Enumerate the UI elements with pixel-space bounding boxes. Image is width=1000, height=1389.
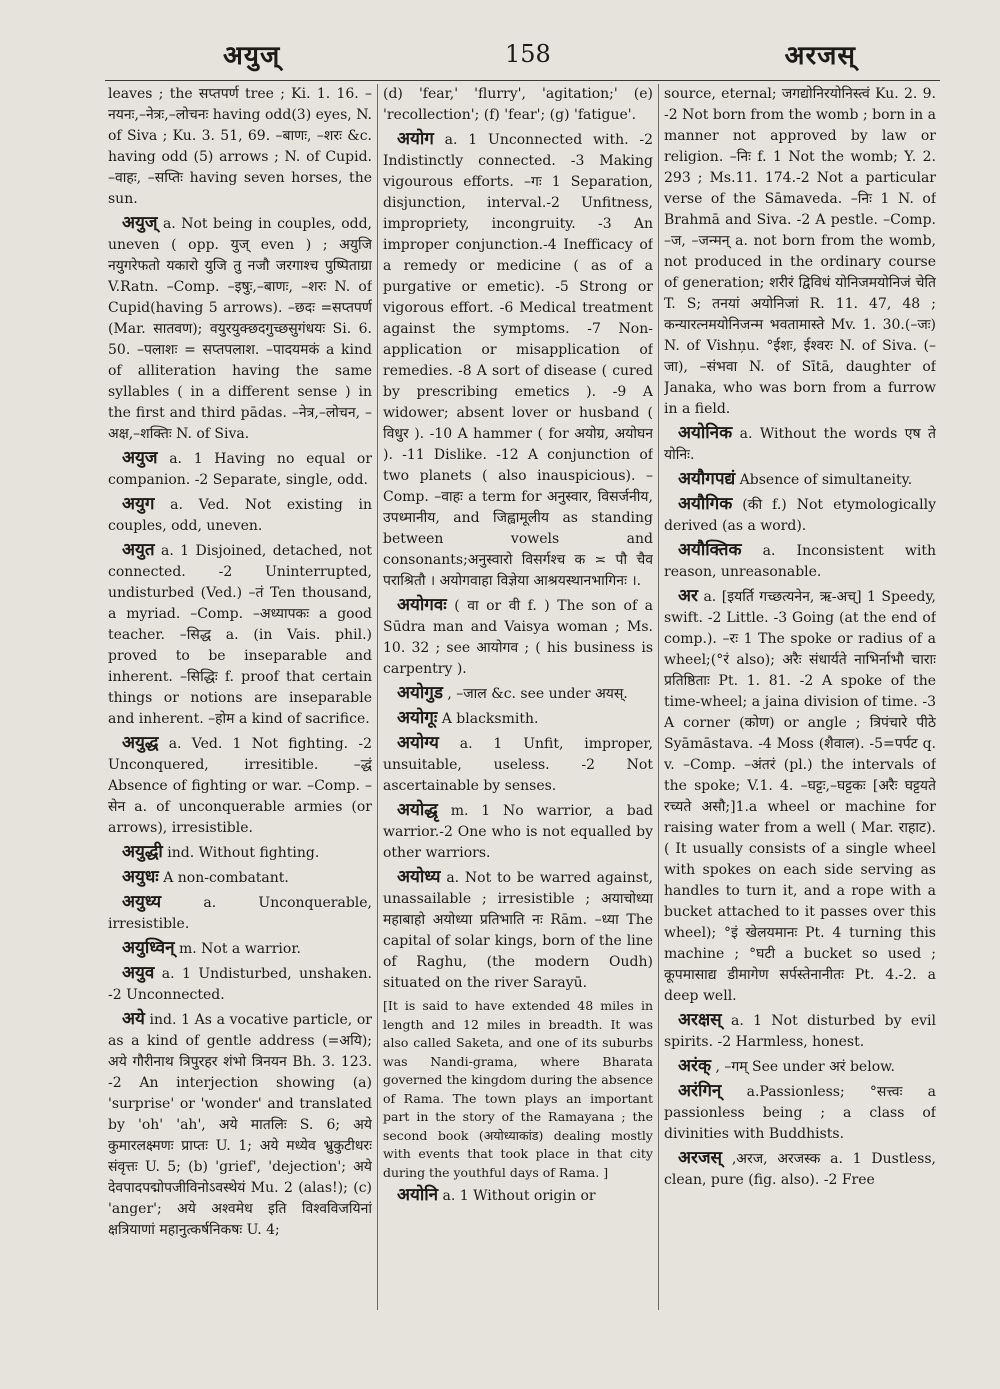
headword: अयोनिक — [678, 423, 733, 443]
dictionary-entry — [383, 867, 653, 994]
headword: अयुध्य — [122, 892, 162, 912]
dictionary-entry — [383, 733, 653, 797]
dictionary-entry — [108, 540, 372, 730]
headword: अयौगिक — [678, 494, 733, 514]
definition: ,अरज, अरजस्क a. 1 Dustless, clean, pure (fig. also). -2 Free — [664, 1151, 936, 1188]
dictionary-entry — [664, 1010, 936, 1053]
right-running-head: अरजस् — [784, 41, 856, 71]
headword: अरंक् — [678, 1056, 711, 1076]
dictionary-entry — [664, 494, 936, 537]
definition: m. 1 No warrior, a bad warrior.-2 One who is not equalled by other warriors. — [383, 803, 653, 861]
dictionary-entry — [664, 1148, 936, 1191]
dictionary-entry — [664, 469, 936, 491]
definition: ( वा or वी f. ) The son of a Sūdra man and Vaisya woman ; Ms. 10. 32 ; see आयोगव ; ( his business is carpentry ). — [383, 598, 653, 677]
dictionary-entry — [108, 867, 372, 889]
dictionary-entry — [108, 494, 372, 537]
definition: a. [इयर्ति गच्छत्यनेन, ऋ-अच्] 1 Speedy, swift. -2 Little. -3 Going (at the end of comp.). –रः 1 The spoke or radius of a wheel;(°रं also); अरैः संधार्यते नाभिर्नाभौ चाराः प्रतिष्ठिताः Pt. 1. 81. -2 A spoke of the time-wheel; a jaina division of time. -3 A corner (कोण) or angle ; त्रिपंचारे पीठे Syāmāstava. -4 Moss (शैवाल). -5=पर्पट q. v. –Comp. –अंतरं (pl.) the intervals of the spoke; V.1. 4. –घट्टः,–घट्टकः [अरैः घट्टयते रच्यते असौ;]1.a wheel or machine for raising water from a well ( Mar. राहाट). ( It usually consists of a single wheel with spokes on each side serving as handles to turn it, and a rope with a bucket attached to it passes over this wheel); °इं खेलयमानः Pt. 4 turning this machine ; °घटी a bucket so used ; कूपमासाद्य डीमागेण सर्पस्तेनानीतः Pt. 4.-2. a deep well. — [664, 589, 936, 1004]
headword: अयोगवः — [397, 595, 447, 615]
column-1 — [108, 84, 372, 1310]
headword: अयोनि — [397, 1185, 439, 1205]
definition: a. Inconsistent with reason, unreasonable. — [664, 543, 936, 580]
dictionary-entry — [664, 1081, 936, 1145]
headword: अयोद्धृ — [397, 800, 438, 820]
headword: अयोगूः — [397, 708, 438, 728]
headword: अयुज — [122, 448, 158, 468]
headword: अयुत — [122, 540, 155, 560]
dictionary-entry — [383, 800, 653, 864]
dictionary-entry — [108, 1009, 372, 1241]
column-2 — [383, 84, 653, 1310]
header-rule — [105, 80, 940, 81]
dictionary-entry — [108, 892, 372, 935]
headword: अयोग्य — [397, 733, 439, 753]
definition: a. 1 Not disturbed by evil spirits. -2 Harmless, honest. — [664, 1013, 936, 1050]
dictionary-entry — [108, 938, 372, 960]
definition: , –गम् See under अरं below. — [715, 1059, 895, 1075]
dictionary-entry — [108, 963, 372, 1006]
dictionary-entry — [383, 1185, 653, 1207]
definition: a. Not to be warred against, unassailable ; irresistible ; अयाचोध्या महाबाहो अयोध्या प्रतिभाति नः Rām. –ध्या The capital of solar kings, born of the line of Raghu, (the modern Oudh) situated on the river Sarayū. — [383, 870, 653, 991]
headword: अयौक्तिक — [678, 540, 742, 560]
headword: अयौगपद्यं — [678, 469, 736, 489]
column-3 — [664, 84, 936, 1310]
headword: अयुध्विन् — [122, 938, 175, 958]
page-header — [105, 30, 940, 84]
headword: अयोध्य — [397, 867, 441, 887]
headword: अयुद्धी — [122, 842, 163, 862]
headword: अयुग — [122, 494, 155, 514]
dictionary-entry — [664, 1056, 936, 1078]
definition: a. 1 Unconnected with. -2 Indistinctly connected. -3 Making vigourous efforts. –गः 1 Separation, disjunction, interval.-2 Unfitness, impropriety, incongruity. -3 An improper conjunction.-4 Inefficacy of a remedy or medicine ( as of a purgative or emetic). -5 Strong or vigorous effort. -6 Medical treatment against the symptoms. -7 Non-application or misapplication of remedies. -8 A sort of disease ( cured by prescribing emetics ). -9 A widower; absent lover or husband ( विधुर ). -10 A hammer ( for अयोग्र, अयोघन ). -11 Dislike. -12 A conjunction of two planets ( also inauspicious). –Comp. –वाहः a term for अनुस्वार, विसर्जनीय, उपध्मानीय, and जिह्वामूलीय as standing between vowels and consonants;अनुस्वारो विसर्गश्च क ≍ पौ चैव पराश्रितौ । अयोगवाहा विज्ञेया आश्रयस्थानभागिनः ।. — [383, 132, 653, 589]
definition: m. Not a warrior. — [178, 941, 301, 957]
dictionary-entry — [383, 683, 653, 705]
headword: अयुधः — [122, 867, 159, 887]
historical-note: [It is said to have extended 48 miles in length and 12 miles in breadth. It was also called Saketa, and one of its suburbs was Nandi-grama, where Bharata governed the kingdom during the absence of Rama. The town plays an important part in the story of the Ramayana ; the second book (अयोध्याकांड) dealing mostly with events that took place in that city during the youthful days of Rama. ] — [383, 998, 653, 1180]
definition: A blacksmith. — [441, 711, 539, 727]
headword: अयोग — [397, 129, 434, 149]
definition: a. Ved. 1 Not fighting. -2 Unconquered, irresitible. –द्धं Absence of fighting or war. –Comp. –सेन a. of unconquerable armies (or arrows), irresistible. — [108, 736, 372, 836]
dictionary-entry — [108, 733, 372, 839]
dictionary-entry — [108, 213, 372, 445]
definition: A non-combatant. — [163, 870, 289, 886]
headword: अरक्षस् — [678, 1010, 722, 1030]
continued-text: leaves ; the सप्तपर्ण tree ; Ki. 1. 16. –नयनः,–नेत्रः,–लोचनः having odd(3) eyes, N. of Siva ; Ku. 3. 51, 69. –बाणः, –शरः &c. having odd (5) arrows ; N. of Cupid. –वाहः, –सप्तिः having seven horses, the sun. — [108, 86, 372, 207]
continued-text: source, eternal; जगद्योनिरयोनिस्त्वं Ku. 2. 9. -2 Not born from the womb ; born in a manner not approved by law or religion. –निः f. 1 Not the womb; Y. 2. 293 ; Ms.11. 174.-2 Not a particular verse of the Sāmaveda. –निः 1 N. of Brahmā and Siva. -2 A pestle. –Comp. –ज, –जन्मन् a. not born from the womb, not produced in the ordinary course of generation; शरीरं द्विविधं योनिजमयोनिजं चेति T. S; तनयां अयोनिजां R. 11. 47, 48 ; कन्यारत्नमयोनिजन्म भवतामास्ते Mv. 1. 30.(–जः) N. of Vishņu. °ईशः, ईश्वरः N. of Siva. (–जा), –संभवा N. of Sītā, daughter of Janaka, who was born from a furrow in a field. — [664, 86, 936, 417]
dictionary-entry — [108, 448, 372, 491]
definition: ind. 1 As a vocative particle, or as a kind of gentle address (=अयि); अये गौरीनाथ त्रिपुरहर शंभो त्रिनयन Bh. 3. 123. -2 An interjection showing (a) 'surprise' or 'wonder' and translated by 'oh' 'ah', अये मातलिः S. 6; अये कुमारलक्ष्मणः प्राप्तः U. 1; अये मध्येव भ्रुकुटीधरः संवृत्तः U. 5; (b) 'grief', 'dejection'; अये देवपादपद्मोपजीविनोऽवस्थेयं Mu. 2 (alas!); (c) 'anger'; अये अश्वमेध इति विश्वविजयिनां क्षत्रियाणां महानुत्कर्षनिकषः U. 4; — [108, 1012, 372, 1238]
definition: a. 1 Disjoined, detached, not connected. -2 Uninterrupted, undisturbed (Ved.) –तं Ten thousand, a myriad. –Comp. –अध्यापकः a good teacher. –सिद्ध a. (in Vais. phil.) proved to be inseparable and inherent. –सिद्धिः f. proof that certain things or notions are inseparable and inherent. –होम a kind of sacrifice. — [108, 543, 372, 727]
definition: a. Without the words एष ते योनिः. — [664, 426, 936, 463]
headword: अये — [122, 1009, 145, 1029]
dictionary-entry — [108, 842, 372, 864]
definition: , –जाल &c. see under अयस्. — [447, 686, 628, 702]
definition: a.Passionless; °सत्त्वः a passionless being ; a class of divinities with Buddhists. — [664, 1084, 936, 1142]
headword: अयोगुड — [397, 683, 443, 703]
definition: a. 1 Without origin or — [442, 1188, 596, 1204]
continued-text: (d) 'fear,' 'flurry', 'agitation;' (e) 'recollection'; (f) 'fear'; (g) 'fatigue'. — [383, 86, 653, 123]
definition: Absence of simultaneity. — [739, 472, 913, 488]
dictionary-entry — [664, 586, 936, 1007]
page-number: 158 — [505, 40, 551, 68]
headword: अयुज् — [122, 213, 158, 233]
dictionary-entry — [383, 595, 653, 680]
definition: a. 1 Unfit, improper, unsuitable, useless. -2 Not ascertainable by senses. — [383, 736, 653, 794]
definition: a. 1 Undisturbed, unshaken. -2 Unconnected. — [108, 966, 372, 1003]
dictionary-entry — [383, 129, 653, 592]
headword: अयुव — [122, 963, 155, 983]
definition: a. Ved. Not existing in couples, odd, uneven. — [108, 497, 372, 534]
definition: a. Not being in couples, odd, uneven ( opp. युज् even ) ; अयुजि नयुगरेफतो यकारो युजि तु नजौ जरगाश्च पुष्पिताग्रा V.Ratn. –Comp. –इषुः,–बाणः, –शरः N. of Cupid(having 5 arrows). –छदः =सप्तपर्ण (Mar. सातवण); वयुरयुक्छदगुच्छसुगंधयः Si. 6. 50. –पलाशः = सप्तपलाश. –पादयमकं a kind of alliteration having the same syllables ( in a different sense ) in the first and third pādas. –नेत्र,–लोचन, –अक्ष,–शक्तिः N. of Siva. — [108, 216, 372, 442]
column-divider — [377, 84, 378, 1310]
dictionary-entry — [383, 708, 653, 730]
headword: अरजस् — [678, 1148, 723, 1168]
headword: अयुद्ध — [122, 733, 159, 753]
headword: अर — [678, 586, 698, 606]
definition: ind. Without fighting. — [167, 845, 320, 861]
dictionary-entry — [664, 423, 936, 466]
headword: अरंगिन् — [678, 1081, 722, 1101]
left-running-head: अयुज् — [223, 41, 281, 71]
definition: (की f.) Not etymologically derived (as a word). — [664, 497, 936, 534]
definition: a. 1 Having no equal or companion. -2 Separate, single, odd. — [108, 451, 372, 488]
definition: a. Unconquerable, irresistible. — [108, 895, 372, 932]
dictionary-entry — [664, 540, 936, 583]
column-divider — [658, 84, 659, 1310]
